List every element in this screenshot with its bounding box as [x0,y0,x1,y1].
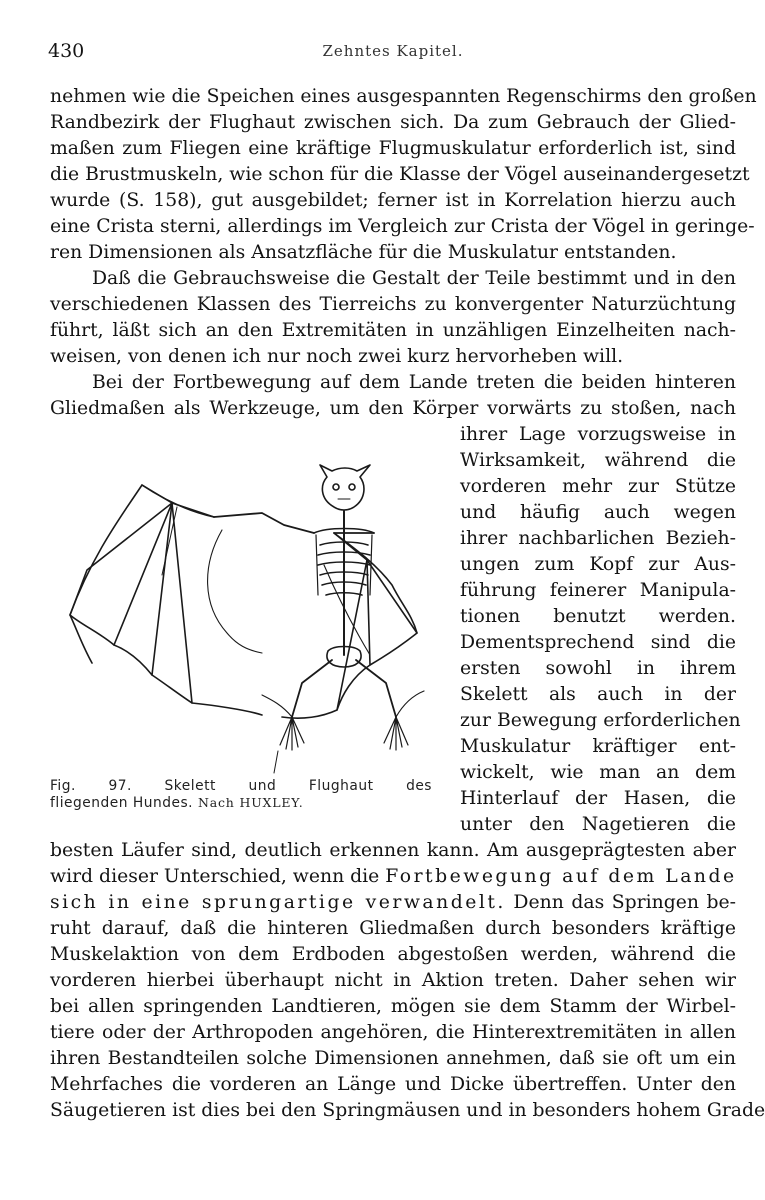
figure-caption-line-2 [50,795,432,811]
text-line: ihren Bestandteilen solche Dimensionen annehmen, daß sie oft um ein [50,1048,736,1069]
spaced-emphasis: sich in eine sprungartige verwandelt. [50,892,506,913]
text-line: wurde (S. 158), gut ausgebildet; ferner ist in Korrelation hierzu auch [50,190,736,211]
text-line: maßen zum Fliegen eine kräftige Flugmuskulatur erforderlich ist, sind [50,138,736,159]
text-line: Dementsprechend sind die [460,632,736,653]
running-title: Zehntes Kapitel. [322,42,464,60]
text-line: vorderen hierbei überhaupt nicht in Aktion treten. Daher sehen wir [50,970,736,991]
text-span: Denn das Springen be- [505,892,736,913]
text-line: verschiedenen Klassen des Tierreichs zu konvergenter Naturzüchtung [50,294,736,315]
page-header [48,40,738,68]
text-line: ersten sowohl in ihrem [460,658,736,679]
text-line: ruht darauf, daß die hinteren Gliedmaßen durch besonders kräftige [50,918,736,939]
text-line: und häufig auch wegen [460,502,736,523]
text-line: ungen zum Kopf zur Aus- [460,554,736,575]
text-line: vorderen mehr zur Stütze [460,476,736,497]
text-line: Muskelaktion von dem Erdboden abgestoßen werden, während die [50,944,736,965]
text-line: Gliedmaßen als Werkzeuge, um den Körper vorwärts zu stoßen, nach [50,398,736,419]
figure-caption-subject: fliegenden Hundes. [50,795,194,811]
bat-skeleton-illustration [52,455,432,775]
text-line: die Brustmuskeln, wie schon für die Klasse der Vögel auseinandergesetzt [50,164,750,185]
text-line: besten Läufer sind, deutlich erkennen kann. Am ausgeprägtesten aber [50,840,736,861]
text-line: führt, läßt sich an den Extremitäten in unzähligen Einzelheiten nach- [50,320,736,341]
text-line: Skelett als auch in der [460,684,736,705]
text-span: wird dieser Unterschied, wenn die [50,866,386,887]
text-line: Randbezirk der Flughaut zwischen sich. Da zum Gebrauch der Glied- [50,112,736,133]
text-line: tionen benutzt werden. [460,606,736,627]
text-line: führung feinerer Manipula- [460,580,736,601]
text-line: zur Bewegung erforderlichen [460,710,741,731]
text-line: nehmen wie die Speichen eines ausgespannten Regenschirms den großen [50,86,757,107]
text-line: ihrer Lage vorzugsweise in [460,424,736,445]
text-line: bei allen springenden Landtieren, mögen sie dem Stamm der Wirbel- [50,996,736,1017]
text-line: wickelt, wie man an dem [460,762,736,783]
text-line: eine Crista sterni, allerdings im Vergleich zur Crista der Vögel in geringe- [50,216,755,237]
text-line [50,890,736,916]
text-line: ihrer nachbarlichen Bezieh- [460,528,736,549]
figure-caption-author: HUXLEY. [239,795,304,810]
text-line: tiere oder der Arthropoden angehören, die Hinterextremitäten in allen [50,1022,736,1043]
figure-caption-source: Nach [197,795,235,810]
text-line [50,864,736,890]
text-line: Wirksamkeit, während die [460,450,736,471]
spaced-emphasis: Fortbewegung auf dem Lande [385,866,737,887]
text-line: Bei der Fortbewegung auf dem Lande treten die beiden hinteren [92,372,736,393]
text-line: Hinterlauf der Hasen, die [460,788,736,809]
text-line: Muskulatur kräftiger ent- [460,736,736,757]
text-line: unter den Nagetieren die [460,814,736,835]
text-line: Säugetieren ist dies bei den Springmäusen und in besonders hohem Grade [50,1100,765,1121]
text-line: Mehrfaches die vorderen an Länge und Dicke übertreffen. Unter den [50,1074,736,1095]
figure-caption: Fig. 97. Skelett und Flughaut des [50,778,432,794]
page-number: 430 [48,40,85,62]
text-line: weisen, von denen ich nur noch zwei kurz hervorheben will. [50,346,624,367]
text-line: ren Dimensionen als Ansatzfläche für die Muskulatur entstanden. [50,242,677,263]
text-line: Daß die Gebrauchsweise die Gestalt der Teile bestimmt und in den [92,268,736,289]
